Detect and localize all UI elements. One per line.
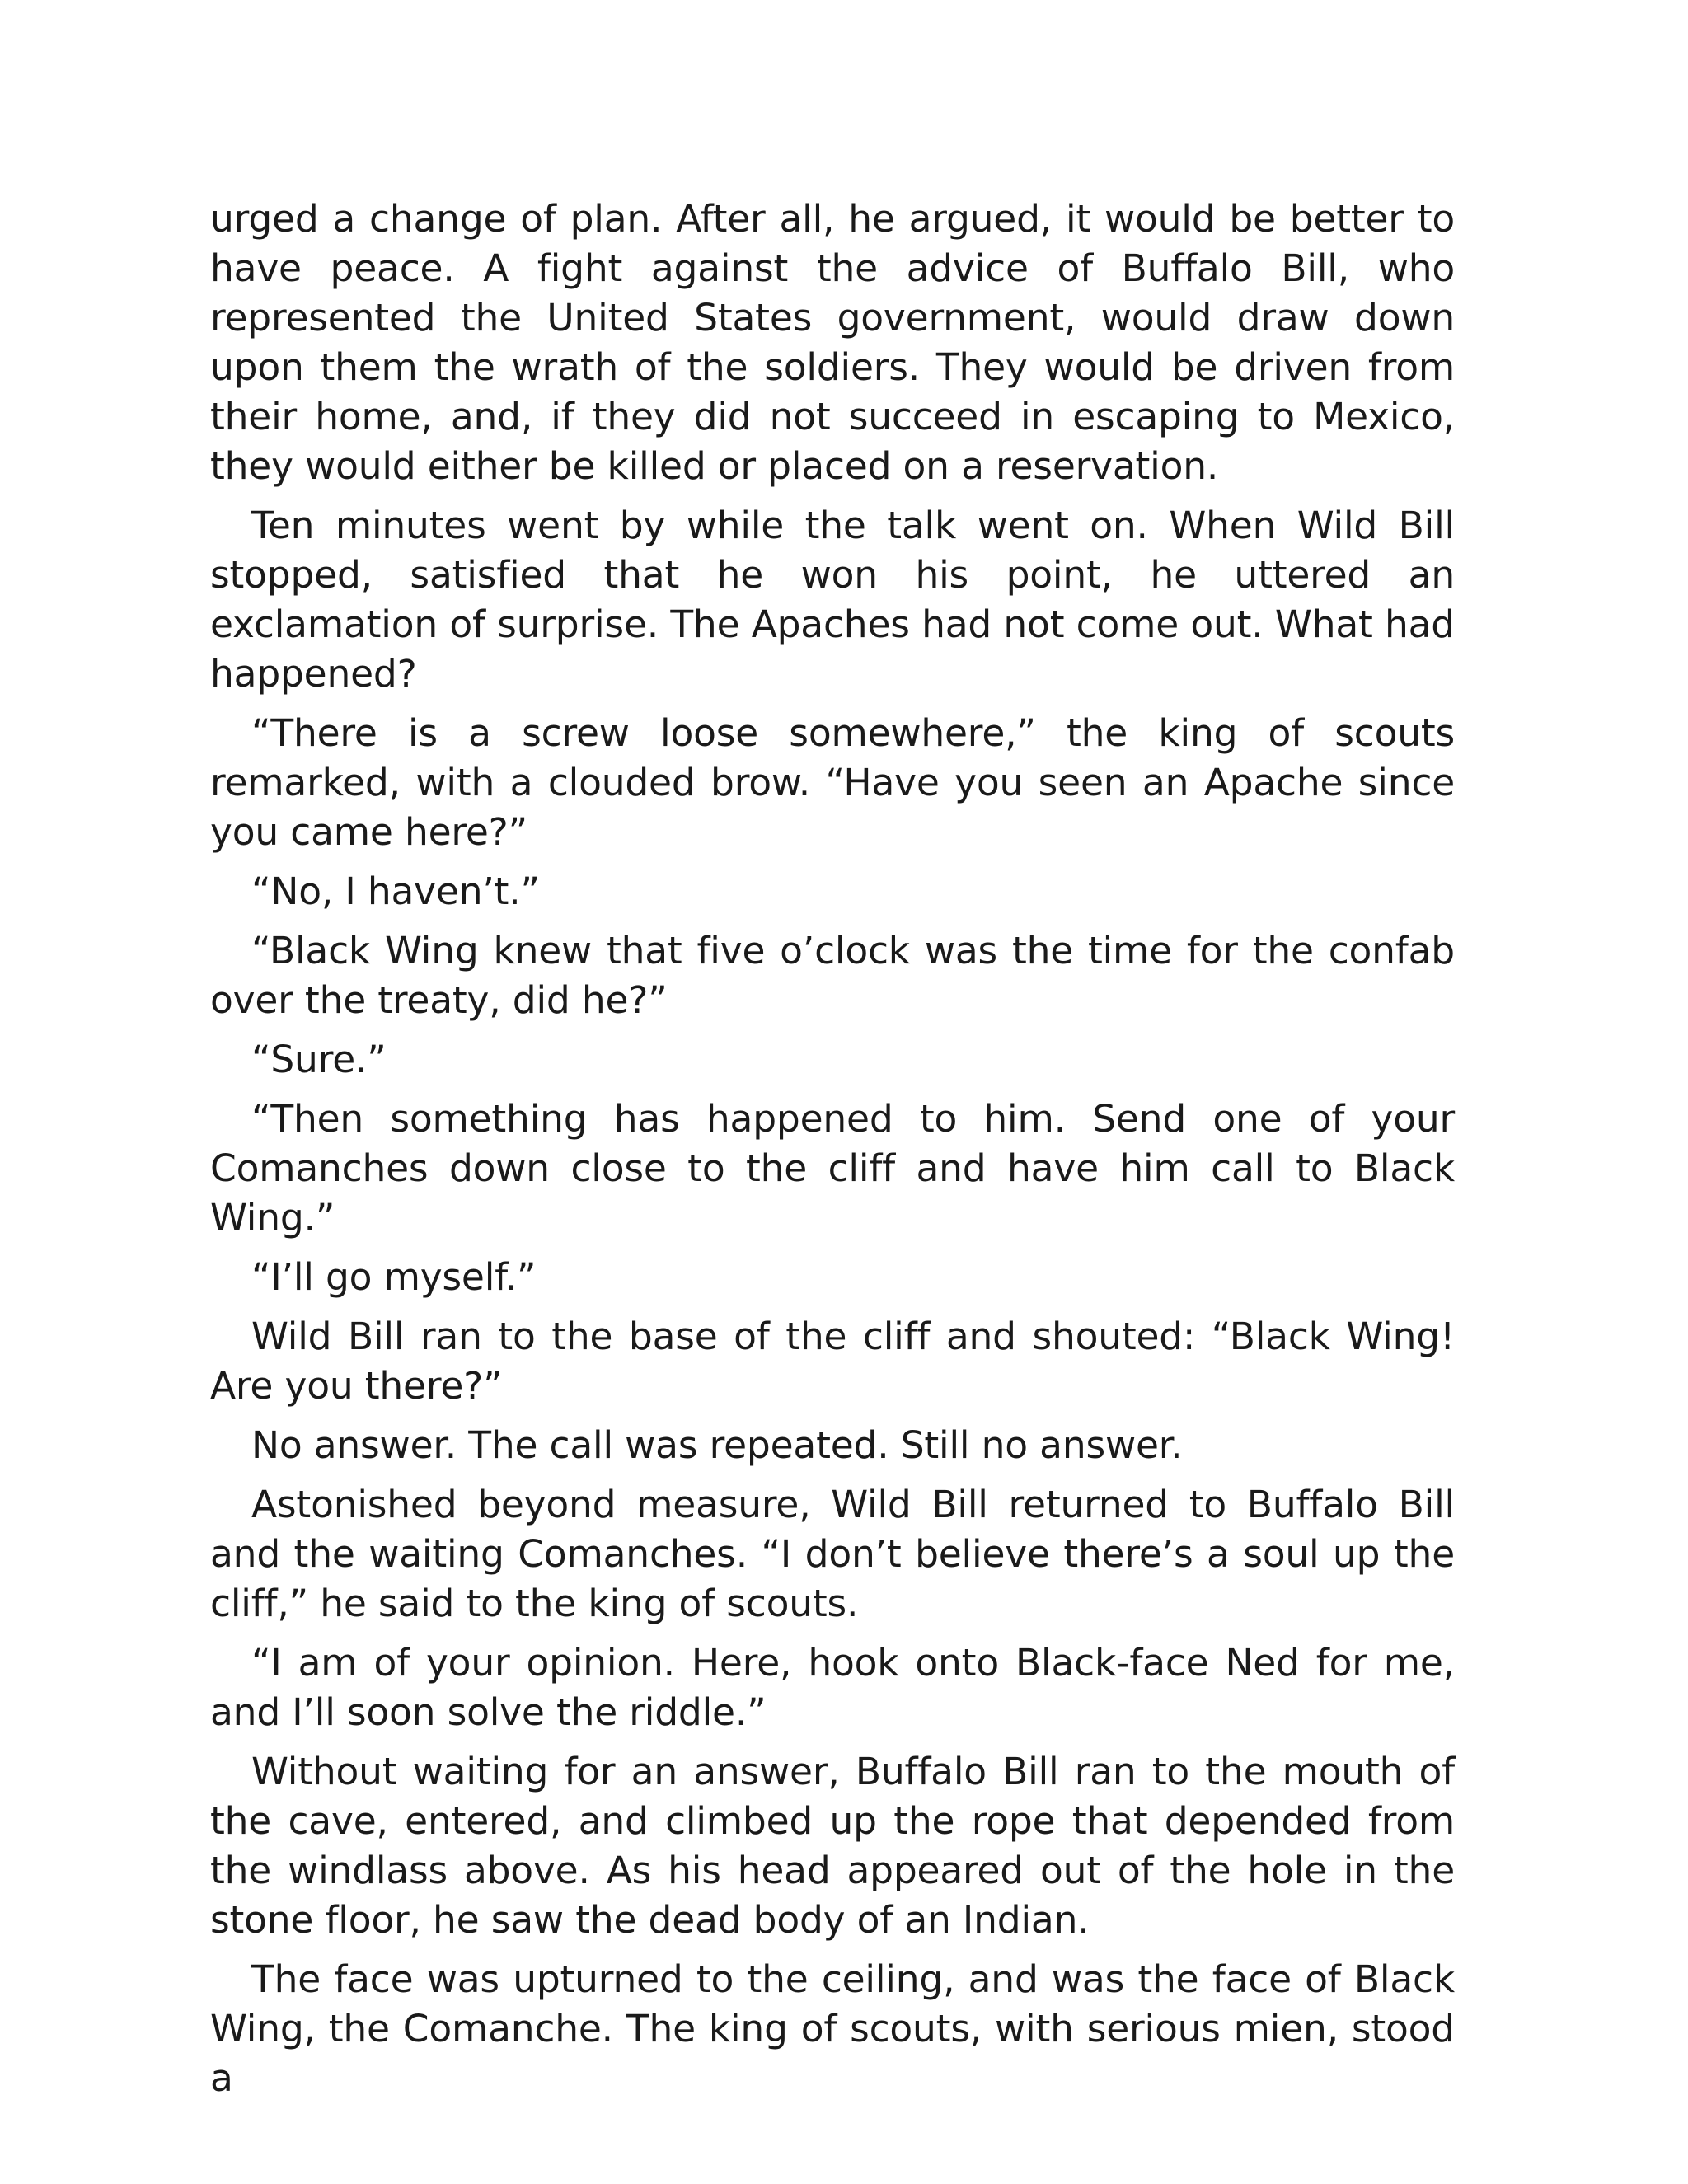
paragraph: Without waiting for an answer, Buffalo Bill ran to the mouth of the cave, entered, and climbed up the rope that depended from the windlass above. As his head appeared out of the hole in the stone floor, he saw the dead body of an Indian. [210, 1750, 1455, 1942]
paragraph: “I am of your opinion. Here, hook onto Black-face Ned for me, and I’ll soon solve the riddle.” [210, 1641, 1455, 1734]
page-body [210, 194, 1455, 2113]
paragraph: Wild Bill ran to the base of the cliff and shouted: “Black Wing! Are you there?” [210, 1315, 1455, 1408]
paragraph: Astonished beyond measure, Wild Bill returned to Buffalo Bill and the waiting Comanches. “I don’t believe there’s a soul up the cliff,” he said to the king of scouts. [210, 1483, 1455, 1625]
paragraph: Ten minutes went by while the talk went on. When Wild Bill stopped, satisfied that he won his point, he uttered an exclamation of surprise. The Apaches had not come out. What had happened? [210, 504, 1455, 696]
paragraph: urged a change of plan. After all, he argued, it would be better to have peace. A fight against the advice of Buffalo Bill, who represented the United States government, would draw down upon them the wrath of the soldiers. They would be driven from their home, and, if they did not succeed in escaping to Mexico, they would either be killed or placed on a reservation. [210, 197, 1455, 488]
paragraph: “Black Wing knew that five o’clock was the time for the confab over the treaty, did he?” [210, 929, 1455, 1022]
paragraph: “I’ll go myself.” [251, 1255, 537, 1299]
paragraph: “There is a screw loose somewhere,” the king of scouts remarked, with a clouded brow. “Have you seen an Apache since you came here?” [210, 711, 1455, 854]
paragraph: No answer. The call was repeated. Still no answer. [251, 1423, 1183, 1467]
paragraph: The face was upturned to the ceiling, and was the face of Black Wing, the Comanche. The king of scouts, with serious mien, stood a [210, 1957, 1455, 2100]
paragraph: “Sure.” [251, 1038, 387, 1081]
paragraph: “No, I haven’t.” [251, 869, 540, 913]
paragraph: “Then something has happened to him. Send one of your Comanches down close to the cliff and have him call to Black Wing.” [210, 1097, 1455, 1240]
